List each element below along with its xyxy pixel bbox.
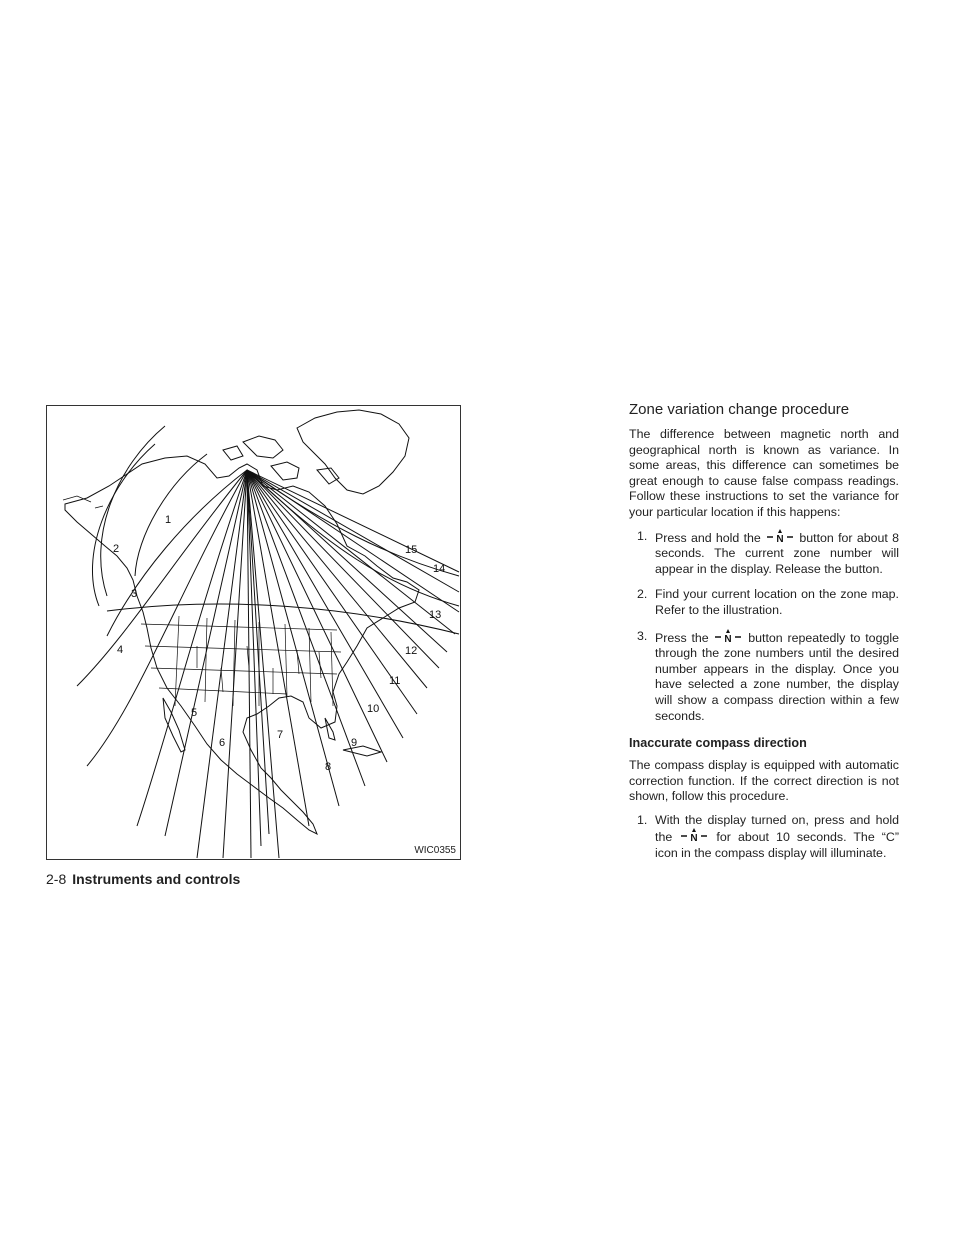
zone-label: 3 bbox=[131, 588, 138, 600]
correction-paragraph: The compass display is equipped with automatic correction function. If the correct direction is not shown, follow this procedure. bbox=[629, 758, 899, 804]
step-text: button for about 8 seconds. The current zone number will appear in the display. Release the button. bbox=[655, 530, 899, 576]
svg-text:N: N bbox=[724, 633, 733, 643]
compass-north-button-icon bbox=[713, 629, 743, 643]
step-text: With the display turned on, press and hold the bbox=[655, 812, 899, 845]
zone-label: 5 bbox=[191, 707, 198, 719]
list-item bbox=[629, 587, 899, 618]
list-item bbox=[629, 813, 899, 862]
zone-label: 9 bbox=[351, 737, 358, 749]
zone-label: 10 bbox=[367, 703, 380, 715]
zone-label: 13 bbox=[429, 609, 442, 621]
list-item bbox=[629, 529, 899, 578]
step-number: 3. bbox=[637, 628, 648, 643]
zone-label: 7 bbox=[277, 729, 284, 741]
step-text: Press and hold the bbox=[655, 530, 761, 545]
step-number: 1. bbox=[637, 812, 648, 827]
zone-label: 11 bbox=[389, 675, 401, 687]
svg-text:N: N bbox=[690, 833, 698, 843]
step-text: Find your current location on the zone map. Refer to the illustration. bbox=[655, 587, 899, 617]
procedure-list bbox=[629, 529, 899, 725]
figure-code: WIC0355 bbox=[414, 845, 456, 856]
zone-label: 6 bbox=[219, 737, 226, 749]
correction-list bbox=[629, 813, 899, 862]
zone-map-figure bbox=[46, 405, 461, 860]
step-number: 2. bbox=[637, 587, 648, 602]
section-title: Instruments and controls bbox=[72, 871, 241, 887]
subheading: Inaccurate compass direction bbox=[629, 736, 807, 751]
list-item bbox=[629, 629, 899, 725]
step-number: 1. bbox=[637, 528, 648, 543]
svg-text:N: N bbox=[776, 533, 784, 543]
zone-map-illustration bbox=[47, 406, 460, 859]
step-text: button repeatedly to toggle through the zone numbers until the desired number appears in the display. Once you have selected a zone number, the display will show a compass direction within a few seconds. bbox=[655, 630, 899, 723]
zone-label: 1 bbox=[165, 514, 172, 526]
page-footer bbox=[46, 871, 240, 887]
step-text: Press the bbox=[655, 630, 709, 645]
zone-label: 15 bbox=[405, 544, 418, 556]
compass-north-button-icon bbox=[765, 529, 795, 543]
zone-label: 4 bbox=[117, 644, 124, 656]
zone-label: 12 bbox=[405, 645, 418, 657]
page-number: 2-8 bbox=[46, 871, 67, 887]
section-heading: Zone variation change procedure bbox=[629, 401, 850, 418]
zone-label: 14 bbox=[433, 563, 446, 575]
zone-label: 2 bbox=[113, 543, 120, 555]
zone-label: 8 bbox=[325, 761, 332, 773]
text-column bbox=[629, 401, 899, 872]
step-text: for about 10 seconds. The “C” icon in the compass display will illuminate. bbox=[655, 830, 899, 861]
compass-north-button-icon bbox=[679, 828, 709, 842]
intro-paragraph: The difference between magnetic north and geographical north is known as variance. In some areas, this difference can sometimes be great enough to cause false compass readings. Follow these instructions to set the variance for your particular location if this happens: bbox=[629, 427, 899, 519]
